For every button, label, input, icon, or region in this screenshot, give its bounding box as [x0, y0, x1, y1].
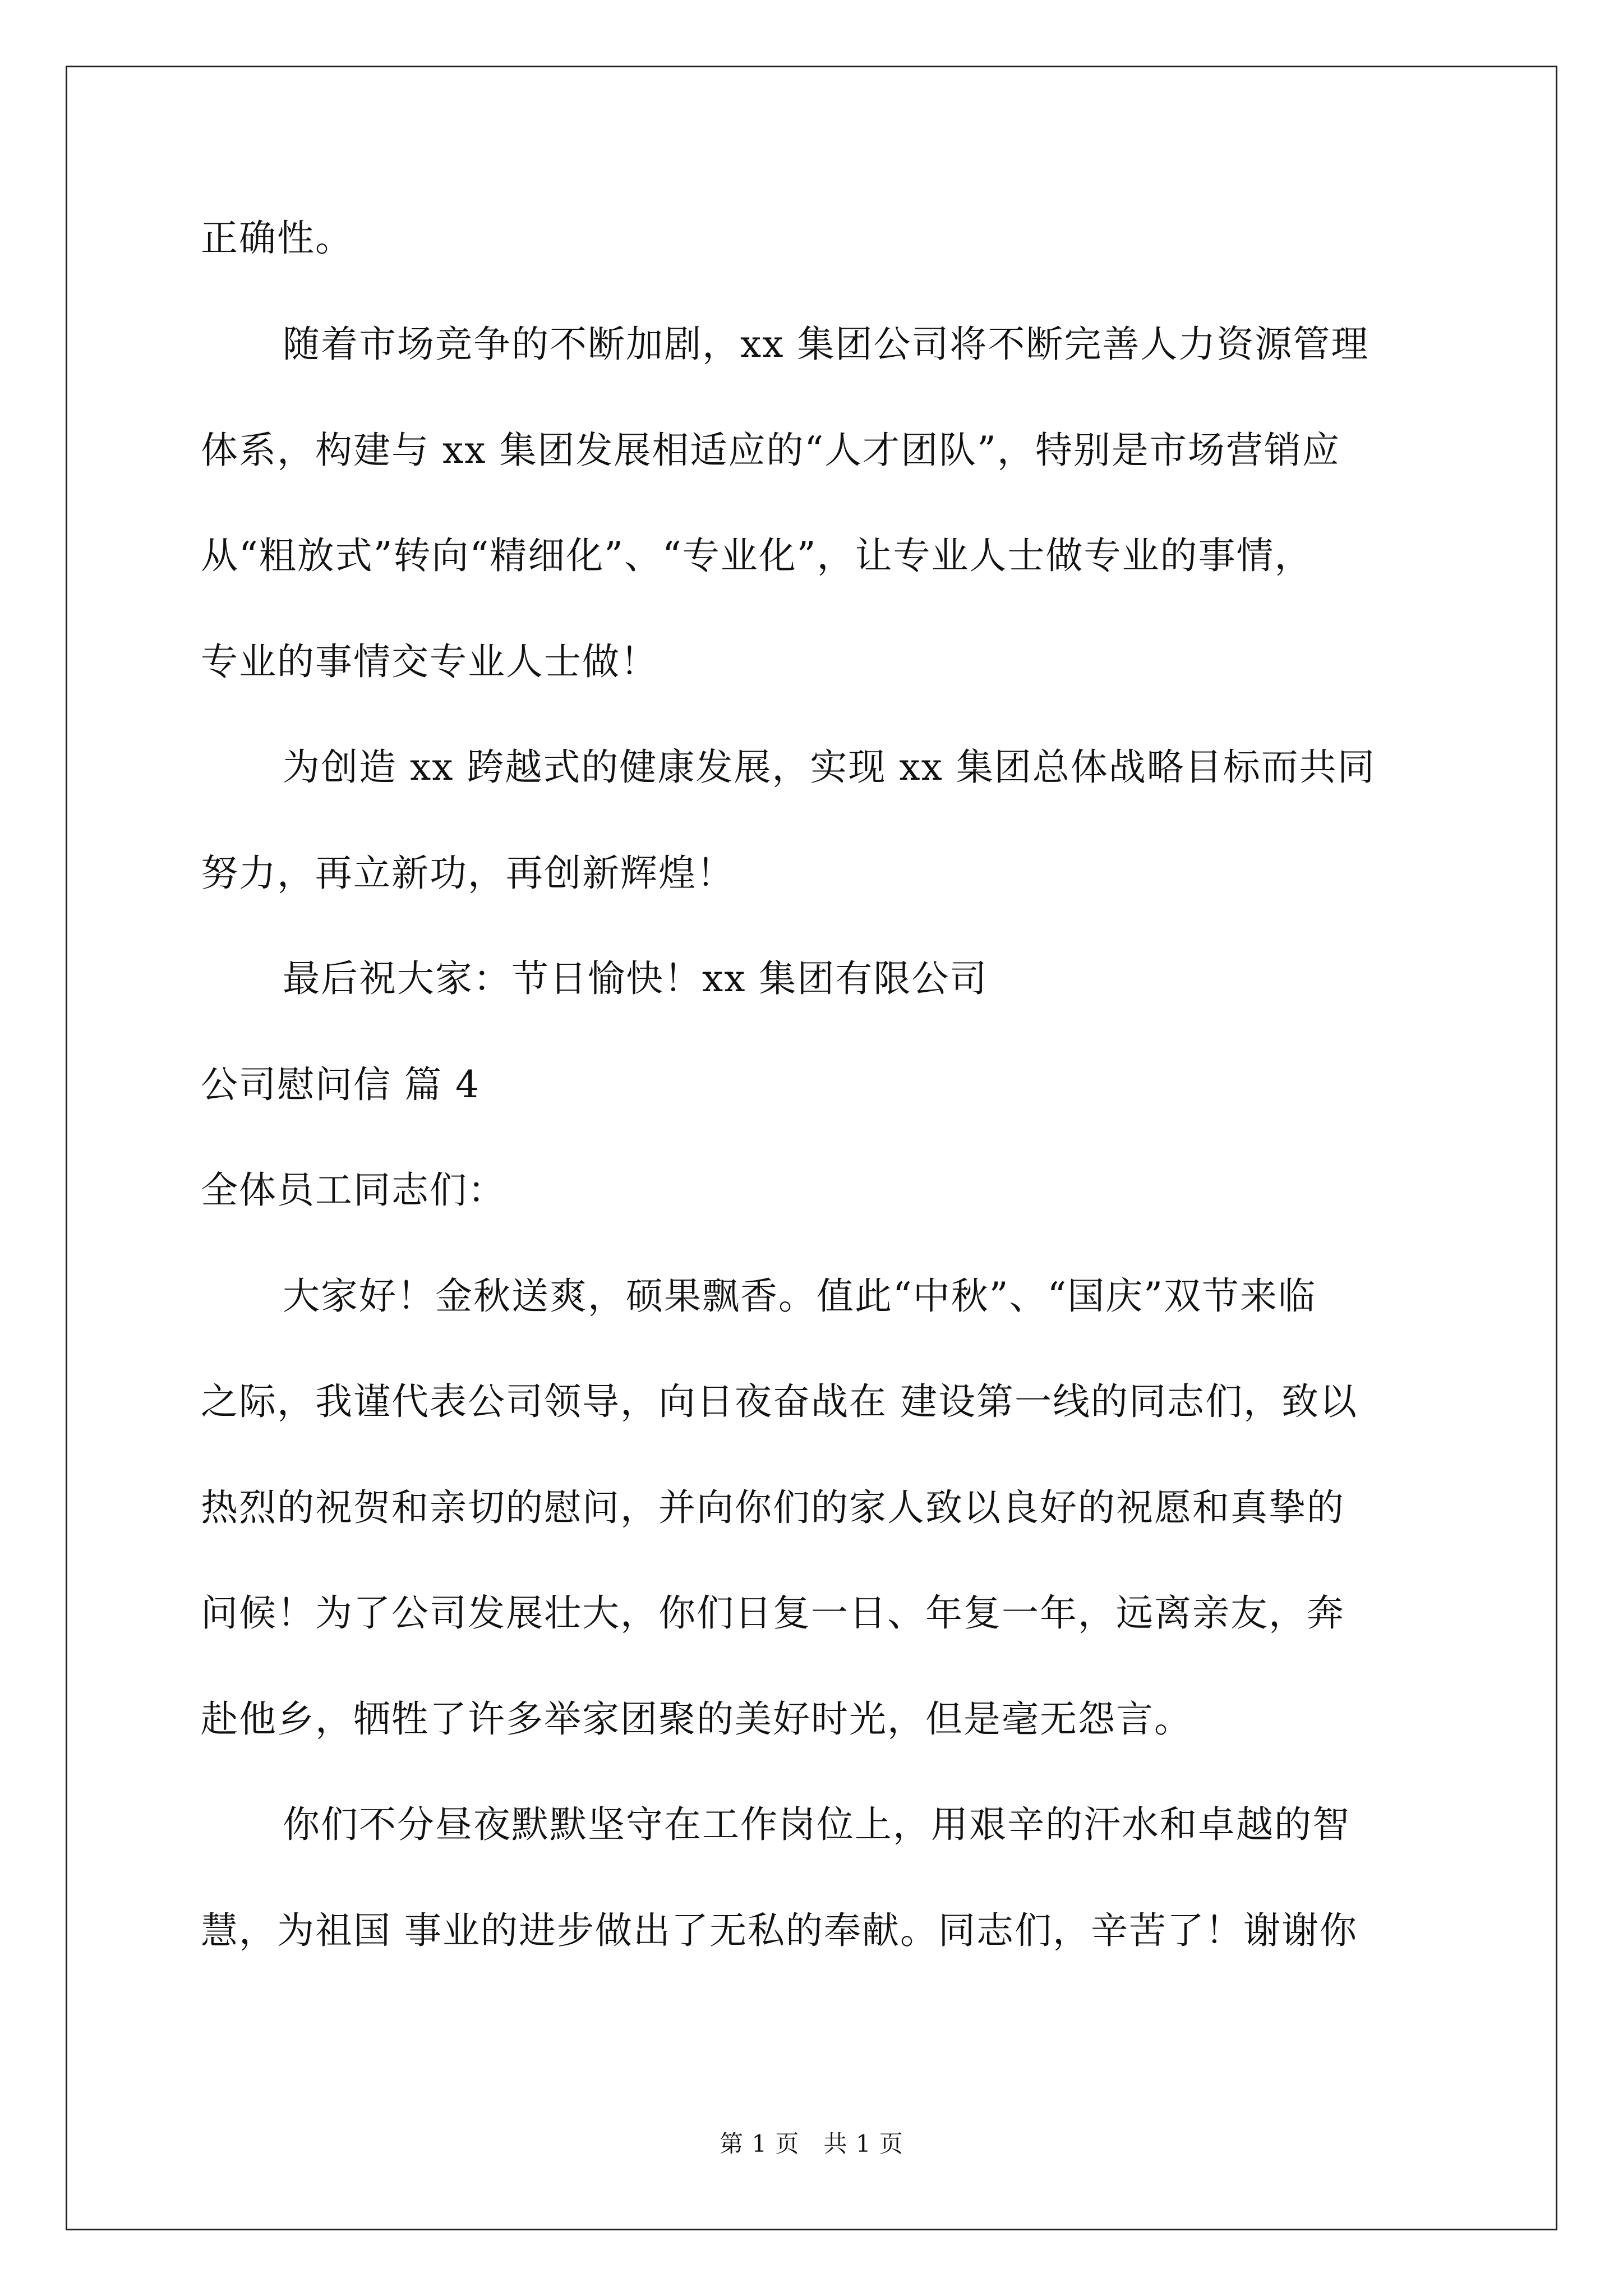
paragraph-line: 专业的事情交专业人士做！ [201, 640, 658, 683]
paragraph-line: 随着市场竞争的不断加剧，xx 集团公司将不断完善人力资源管理 [283, 323, 1370, 366]
paragraph-line: 热烈的祝贺和亲切的慰问，并向你们的家人致以良好的祝愿和真挚的 [201, 1486, 1345, 1529]
paragraph-line: 从“粗放式”转向“精细化”、“专业化”，让专业人士做专业的事情， [201, 534, 1313, 577]
paragraph-line: 之际，我谨代表公司领导，向日夜奋战在 建设第一线的同志们，致以 [201, 1380, 1358, 1423]
paragraph-line: 为创造 xx 跨越式的健康发展，实现 xx 集团总体战略目标而共同 [283, 746, 1376, 789]
paragraph-line: 赴他乡，牺牲了许多举家团聚的美好时光，但是毫无怨言。 [201, 1697, 1192, 1741]
salutation: 全体员工同志们： [201, 1168, 506, 1212]
paragraph-line: 问候！为了公司发展壮大，你们日复一日、年复一年，远离亲友，奔 [201, 1591, 1345, 1635]
section-heading: 公司慰问信 篇 4 [201, 1063, 480, 1106]
page-number-footer: 第 1 页 共 1 页 [720, 2130, 903, 2157]
paragraph-line: 体系，构建与 xx 集团发展相适应的“人才团队”，特别是市场营销应 [201, 429, 1340, 472]
paragraph-line: 努力，再立新功，再创新辉煌！ [201, 852, 735, 895]
paragraph-line: 最后祝大家：节日愉快！xx 集团有限公司 [283, 957, 988, 1000]
paragraph-line: 你们不分昼夜默默坚守在工作岗位上，用艰辛的汗水和卓越的智 [283, 1803, 1350, 1846]
paragraph-line: 大家好！金秋送爽，硕果飘香。值此“中秋”、“国庆”双节来临 [283, 1274, 1316, 1318]
paragraph-line: 慧，为祖国 事业的进步做出了无私的奉献。同志们，辛苦了！谢谢你 [201, 1909, 1358, 1952]
paragraph-line: 正确性。 [201, 217, 353, 260]
